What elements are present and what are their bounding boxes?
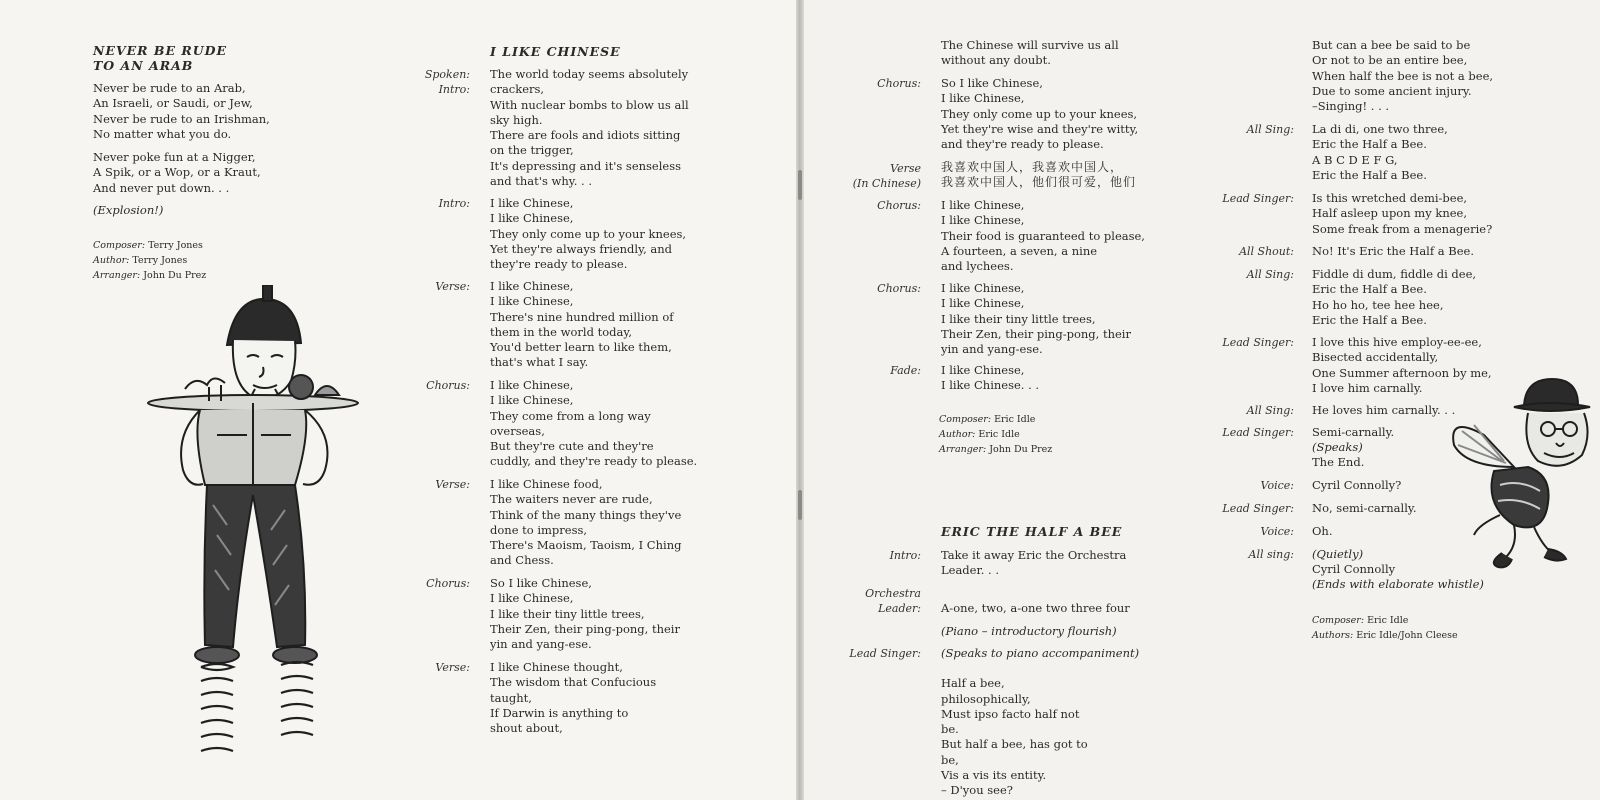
bee-label-all-sing-4: All sing: [1248, 548, 1294, 561]
bee-lead-singer-4: Semi-carnally. [1312, 425, 1395, 439]
bee-all-sing-1: La di di, one two three, Eric the Half a Bee. A B C D E F G, Eric the Half a Bee. [1312, 122, 1448, 182]
arab-credit-arranger: Arranger: John Du Prez [93, 270, 207, 281]
bee-orchestra-leader: A-one, two, a-one two three four [941, 601, 1130, 615]
chinese-label-verse-3: Verse: [435, 661, 470, 674]
bee-label-all-shout: All Shout: [1239, 245, 1294, 258]
left-page [0, 0, 796, 800]
bee-label-all-sing-3: All Sing: [1246, 404, 1294, 417]
bee-label-all-sing-2: All Sing: [1246, 268, 1294, 281]
bee-all-shout: No! It's Eric the Half a Bee. [1312, 244, 1475, 258]
chinese-chorus-5: I like Chinese, I like Chinese, I like their tiny little trees, Their Zen, their ping-pong, their yin and yang-ese. [941, 281, 1131, 357]
bee-intro: Take it away Eric the Orchestra Leader. . . [941, 548, 1127, 578]
chinese-label-verse-in-chinese: Verse (In Chinese) [852, 162, 921, 191]
bee-lead-singer-5: No, semi-carnally. [1312, 501, 1417, 515]
chinese-chorus-4: I like Chinese, I like Chinese, Their food is guaranteed to please, A fourteen, a seven, a nine and lychees. [941, 198, 1145, 274]
right-page [804, 0, 1600, 800]
staple-bottom [798, 490, 802, 520]
bee-whistle-note: (Ends with elaborate whistle) [1312, 577, 1484, 591]
chinese-intro: I like Chinese, I like Chinese, They only come up to your knees, Yet they're always friendly, and they're ready to please. [490, 196, 687, 272]
book-spine [796, 0, 804, 800]
song-title-arab: NEVER BE RUDE TO AN ARAB [93, 43, 228, 73]
bee-lead-singer-2: Is this wretched demi-bee, Half asleep upon my knee, Some freak from a menagerie? [1312, 191, 1493, 236]
chinese-label-spoken-intro: Spoken: Intro: [424, 68, 470, 97]
half-bee-illustration [1444, 375, 1599, 580]
arab-credit-composer: Composer: Terry Jones [93, 240, 203, 251]
chinese-label-chorus-3: Chorus: [877, 77, 921, 90]
staple-top [798, 170, 802, 200]
bee-lead-verse: Half a bee, philosophically, Must ipso facto half not be. But half a bee, has got to be, Vis a vis its entity. – D'you see? [941, 676, 1088, 798]
arab-stanza-2: Never poke fun at a Nigger, A Spik, or a Wop, or a Kraut, And never put down. . . [93, 150, 261, 195]
bee-label-voice-2: Voice: [1260, 525, 1294, 538]
chinese-verse-1: I like Chinese, I like Chinese, There's nine hundred million of them in the world today, You'd better learn to like them, that's what I say. [490, 279, 674, 370]
chinese-credit-arranger: Arranger: John Du Prez [939, 444, 1053, 455]
arab-stanza-1: Never be rude to an Arab, An Israeli, or Saudi, or Jew, Never be rude to an Irishman, No matter what you do. [93, 81, 270, 141]
chinese-credit-composer: Composer: Eric Idle [939, 414, 1036, 425]
bee-label-voice-1: Voice: [1260, 479, 1294, 492]
bee-credit-composer: Composer: Eric Idle [1312, 615, 1409, 626]
bee-lead-singer-3: I love this hive employ-ee-ee, Bisected accidentally, One Summer afternoon by me, I love him carnally. [1312, 335, 1492, 395]
chinese-chorus-1: I like Chinese, I like Chinese, They come from a long way overseas, But they're cute and they're cuddly, and they're ready to please. [490, 378, 698, 469]
chinese-verse-in-chinese: 我喜欢中国人，我喜欢中国人， 我喜欢中国人，他们很可爱，他们 [941, 160, 1137, 189]
bee-all-sing-4: Cyril Connolly [1312, 562, 1396, 576]
chinese-continued: The Chinese will survive us all without any doubt. [941, 38, 1119, 68]
arab-explosion-note: (Explosion!) [93, 203, 164, 217]
chinese-verse-3: I like Chinese thought, The wisdom that Confucious taught, If Darwin is anything to shout about, [490, 660, 657, 736]
bee-all-sing-2: Fiddle di dum, fiddle di dee, Eric the Half a Bee. Ho ho ho, tee hee hee, Eric the Half a Bee. [1312, 267, 1477, 327]
song-title-bee: ERIC THE HALF A BEE [941, 524, 1123, 539]
bee-voice-1: Cyril Connolly? [1312, 478, 1402, 492]
bee-speaks-note-2: (Speaks) [1312, 440, 1363, 454]
chinese-chorus-2: So I like Chinese, I like Chinese, I like their tiny little trees, Their Zen, their ping-pong, their yin and yang-ese. [490, 576, 680, 652]
chinese-chorus-3: So I like Chinese, I like Chinese, They only come up to your knees, Yet they're wise and they're witty, and they're ready to please. [941, 76, 1139, 152]
bee-label-lead-singer-3: Lead Singer: [1222, 336, 1294, 349]
bee-piano-note: (Piano – introductory flourish) [941, 624, 1117, 638]
chinese-label-verse-1: Verse: [435, 280, 470, 293]
bee-label-lead-singer-5: Lead Singer: [1222, 502, 1294, 515]
bee-label-lead-singer-4: Lead Singer: [1222, 426, 1294, 439]
bee-speaks-note: (Speaks to piano accompaniment) [941, 646, 1140, 660]
bee-all-sing-3: He loves him carnally. . . [1312, 403, 1456, 417]
chinese-label-chorus-4: Chorus: [877, 199, 921, 212]
chinese-man-illustration [145, 285, 370, 780]
bee-voice-2: Oh. [1312, 524, 1333, 538]
bee-credit-authors: Authors: Eric Idle/John Cleese [1312, 630, 1458, 641]
chinese-credit-author: Author: Eric Idle [939, 429, 1020, 440]
arab-credit-author: Author: Terry Jones [93, 255, 188, 266]
song-title-chinese: I LIKE CHINESE [490, 44, 621, 59]
bee-label-orchestra-leader: Orchestra Leader: [865, 587, 921, 616]
chinese-spoken-intro: The world today seems absolutely crackers, With nuclear bombs to blow us all sky high. There are fools and idiots sitting on the trigger, It's depressing and it's senseless and that's why. . . [490, 67, 689, 189]
bee-label-lead-singer-2: Lead Singer: [1222, 192, 1294, 205]
chinese-label-chorus-2: Chorus: [426, 577, 470, 590]
chinese-label-intro: Intro: [438, 197, 470, 210]
chinese-verse-2: I like Chinese food, The waiters never are rude, Think of the many things they've done to impress, There's Maoism, Taoism, I Ching and Chess. [490, 477, 682, 568]
bee-label-intro: Intro: [889, 549, 921, 562]
chinese-label-chorus-1: Chorus: [426, 379, 470, 392]
bee-label-all-sing-1: All Sing: [1246, 123, 1294, 136]
chinese-label-fade: Fade: [890, 364, 921, 377]
chinese-label-verse-2: Verse: [435, 478, 470, 491]
bee-label-lead-singer: Lead Singer: [849, 647, 921, 660]
chinese-label-chorus-5: Chorus: [877, 282, 921, 295]
bee-continued-verse: But can a bee be said to be Or not to be an entire bee, When half the bee is not a bee, Due to some ancient injury. –Singing! . . . [1312, 38, 1494, 114]
bee-quietly-note: (Quietly) [1312, 547, 1364, 561]
chinese-fade: I like Chinese, I like Chinese. . . [941, 363, 1040, 393]
bee-the-end: The End. [1312, 455, 1365, 469]
